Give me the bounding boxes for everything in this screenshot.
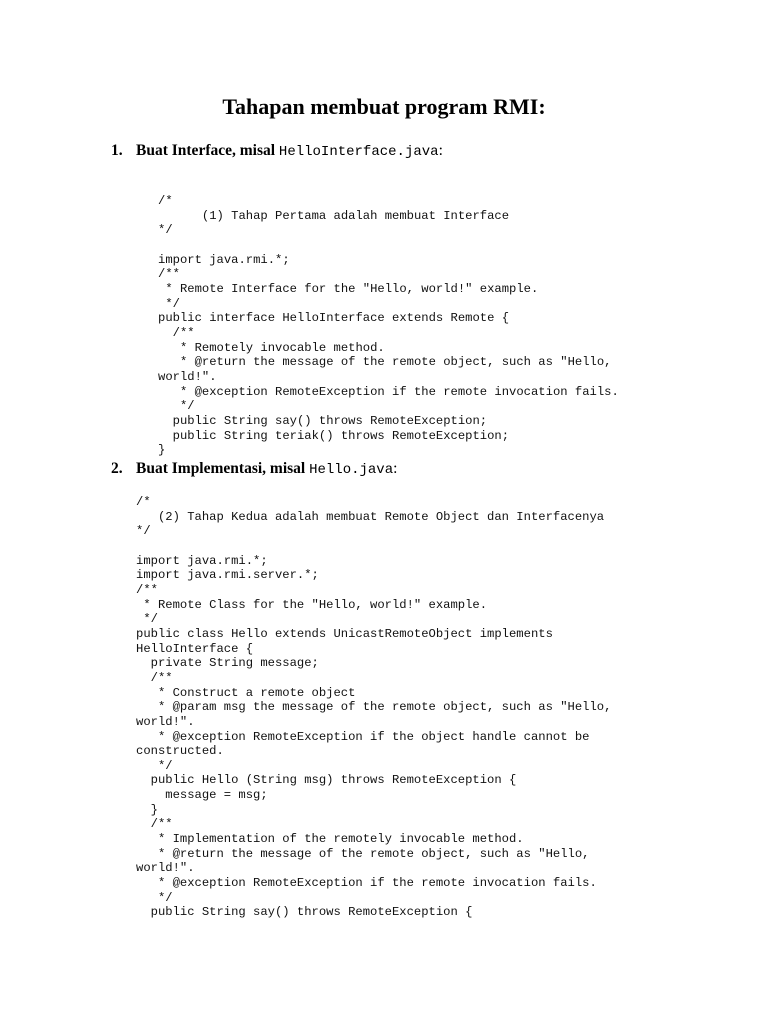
- step-1-number: 1.: [111, 142, 123, 159]
- step-2-heading-text: Buat Implementasi, misal: [136, 460, 306, 477]
- step-1-suffix: :: [438, 142, 443, 159]
- step-1-filename: HelloInterface.java: [278, 144, 439, 160]
- step-1-heading: [111, 141, 443, 162]
- page-title: Tahapan membuat program RMI:: [222, 94, 546, 119]
- step-2-code-block: /* (2) Tahap Kedua adalah membuat Remote Object dan Interfacenya */ import java.rmi.*; import java.rmi.server.*; /** * Remote Class for the "Hello, world!" example. */ public class Hello extends UnicastRemoteObject implements HelloInterface { private String message; /** * Construct a remote object * @param msg the message of the remote object, such as "Hello, world!". * @exception RemoteException if the object handle cannot be constructed. */ public Hello (String msg) throws RemoteException { message = msg; } /** * Implementation of the remotely invocable method. * @return the message of the remote object, such as "Hello, world!". * @exception RemoteException if the remote invocation fails. */ public String say() throws RemoteException {: [136, 495, 612, 920]
- step-2-number: 2.: [111, 460, 123, 477]
- step-2-suffix: :: [393, 460, 398, 477]
- step-2-heading: [111, 459, 397, 480]
- step-1-heading-text: Buat Interface, misal: [136, 142, 276, 159]
- step-2-filename: Hello.java: [309, 462, 394, 478]
- step-1-code-block: /* (1) Tahap Pertama adalah membuat Interface */ import java.rmi.*; /** * Remote Interface for the "Hello, world!" example. */ public interface HelloInterface extends Remote { /** * Remotely invocable method. * @return the message of the remote object, such as "Hello, world!". * @exception RemoteException if the remote invocation fails. */ public String say() throws RemoteException; public String teriak() throws RemoteException; }: [158, 194, 619, 458]
